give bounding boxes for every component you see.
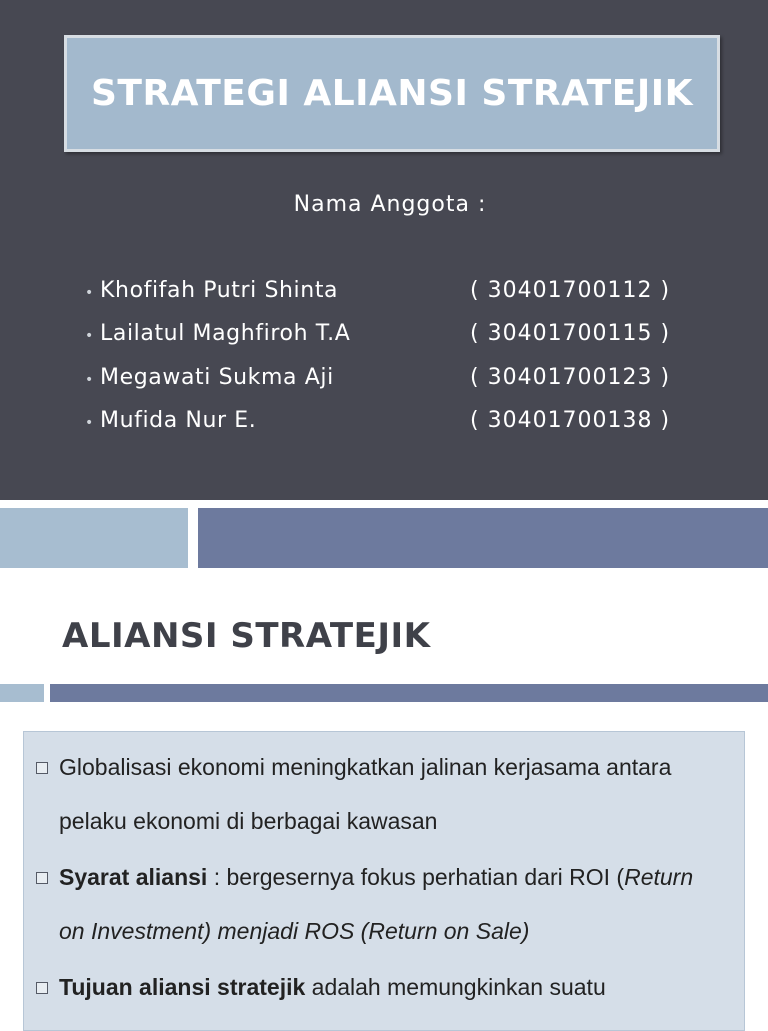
member-name: Megawati Sukma Aji [100, 365, 334, 390]
hollow-square-bullet-icon [36, 982, 48, 994]
bullet-dot-icon: • [85, 415, 94, 431]
hollow-square-bullet-icon [36, 762, 48, 774]
item-text-line: pelaku ekonomi di berbagai kawasan [59, 808, 438, 834]
hollow-square-bullet-icon [36, 872, 48, 884]
member-id: ( 30401700123 ) [470, 365, 671, 390]
member-name: Khofifah Putri Shinta [100, 278, 339, 303]
member-id: ( 30401700138 ) [470, 408, 671, 433]
item-italic-text: Return [624, 864, 694, 890]
bullet-dot-icon: • [85, 285, 94, 301]
heading-bar-dark [50, 684, 768, 702]
item-text: : bergesernya fokus perhatian dari ROI ( [207, 864, 625, 890]
slide-divider [0, 500, 768, 508]
item-text: adalah memungkinkan suatu [305, 974, 606, 1000]
content-box [23, 731, 745, 1031]
item-text-line: Globalisasi ekonomi meningkatkan jalinan kerjasama antara [59, 754, 672, 780]
member-row [85, 408, 705, 444]
bullet-dot-icon: • [85, 328, 94, 344]
item-bold-term: Tujuan aliansi stratejik [59, 974, 306, 1000]
member-name: Lailatul Maghfiroh T.A [100, 321, 351, 346]
members-heading: Nama Anggota : [293, 192, 487, 217]
member-row [85, 365, 705, 401]
member-name: Mufida Nur E. [100, 408, 257, 433]
member-row [85, 321, 705, 357]
member-row [85, 278, 705, 314]
item-bold-term: Syarat aliansi [59, 864, 208, 890]
slide-title: STRATEGI ALIANSI STRATEJIK [90, 73, 694, 114]
title-box [64, 35, 720, 152]
member-id: ( 30401700112 ) [470, 278, 671, 303]
heading-bar-light [0, 684, 44, 702]
item-italic-text: on Investment) menjadi ROS (Return on Sale) [59, 918, 530, 944]
title-slide [0, 0, 768, 500]
section-heading: ALIANSI STRATEJIK [62, 616, 431, 656]
bullet-dot-icon: • [85, 372, 94, 388]
accent-bar-dark [198, 508, 768, 568]
accent-bar-light [0, 508, 188, 568]
member-id: ( 30401700115 ) [470, 321, 671, 346]
